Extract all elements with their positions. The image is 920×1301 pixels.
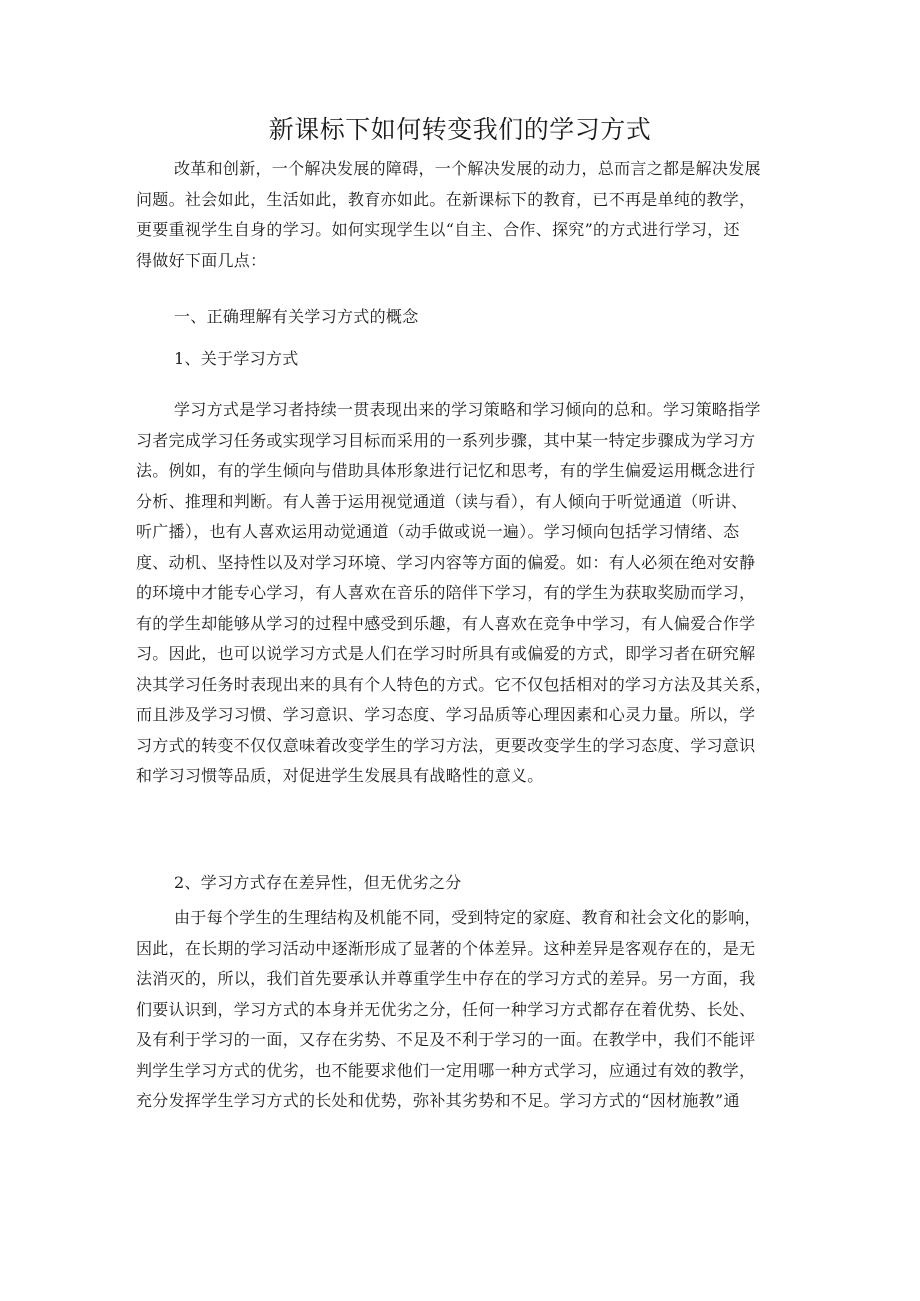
text-line: 习。因此，也可以说学习方式是人们在学习时所具有或偏爱的方式，即学习者在研究解 [136, 644, 756, 663]
text-line: 更要重视学生自身的学习。如何实现学生以“自主、合作、探究”的方式进行学习，还 [136, 220, 740, 239]
text-line: 得做好下面几点： [136, 250, 267, 270]
text-line: 法。例如，有的学生倾向与借助具体形象进行记忆和思考，有的学生偏爱运用概念进行 [136, 461, 756, 480]
text-line: 及有利于学习的一面，又存在劣势、不足及不利于学习的一面。在教学中，我们不能评 [136, 1030, 756, 1049]
text-line: 充分发挥学生学习方式的长处和优势，弥补其劣势和不足。学习方式的“因材施教”通 [136, 1091, 740, 1110]
paragraph-differences [136, 903, 796, 1117]
text-line: 有的学生却能够从学习的过程中感受到乐趣，有人喜欢在竞争中学习，有人偏爱合作学 [136, 613, 756, 633]
document-title: 新课标下如何转变我们的学习方式 [268, 115, 652, 144]
text-line: 习方式的转变不仅仅意味着改变学生的学习方法，更要改变学生的学习态度、学习意识 [136, 735, 756, 755]
text-line: 问题。社会如此，生活如此，教育亦如此。在新课标下的教育，已不再是单纯的教学， [136, 189, 756, 209]
intro-paragraph [136, 154, 796, 276]
section-heading-1: 一、正确理解有关学习方式的概念 [174, 307, 419, 326]
text-line: 和学习习惯等品质，对促进学生发展具有战略性的意义。 [136, 766, 544, 785]
text-line: 因此，在长期的学习活动中逐渐形成了显著的个体差异。这种差异是客观存在的，是无 [136, 938, 756, 958]
text-line: 而且涉及学习习惯、学习意识、学习态度、学习品质等心理因素和心灵力量。所以，学 [136, 705, 756, 724]
text-line: 改革和创新，一个解决发展的障碍，一个解决发展的动力，总而言之都是解决发展 [174, 159, 761, 178]
subsection-heading-2: 2、学习方式存在差异性，但无优劣之分 [174, 873, 462, 892]
text-line: 度、动机、坚持性以及对学习环境、学习内容等方面的偏爱。如：有人必须在绝对安静 [136, 552, 756, 572]
text-line: 分析、推理和判断。有人善于运用视觉通道（读与看），有人倾向于听觉通道（听讲、 [136, 491, 748, 511]
text-line: 学习方式是学习者持续一贯表现出来的学习策略和学习倾向的总和。学习策略指学 [174, 400, 761, 419]
text-line: 的环境中才能专心学习，有人喜欢在音乐的陪伴下学习，有的学生为获取奖励而学习， [136, 583, 756, 602]
text-line: 习者完成学习任务或实现学习目标而采用的一系列步骤，其中某一特定步骤成为学习方 [136, 430, 756, 450]
text-line: 决其学习任务时表现出来的具有个人特色的方式。它不仅包括相对的学习方法及其关系， [136, 674, 772, 694]
subsection-heading-1: 1、关于学习方式 [174, 349, 299, 368]
text-line: 判学生学习方式的优劣，也不能要求他们一定用哪一种方式学习，应通过有效的教学， [136, 1060, 756, 1080]
text-line: 由于每个学生的生理结构及机能不同，受到特定的家庭、教育和社会文化的影响， [174, 908, 761, 927]
text-line: 法消灭的，所以，我们首先要承认并尊重学生中存在的学习方式的差异。另一方面，我 [136, 969, 756, 988]
paragraph-learning-style [136, 395, 796, 792]
text-line: 听广播），也有人喜欢运用动觉通道（动手做或说一遍）。学习倾向包括学习情绪、态 [136, 522, 740, 541]
text-line: 们要认识到，学习方式的本身并无优劣之分，任何一种学习方式都存在着优势、长处、 [136, 999, 756, 1019]
